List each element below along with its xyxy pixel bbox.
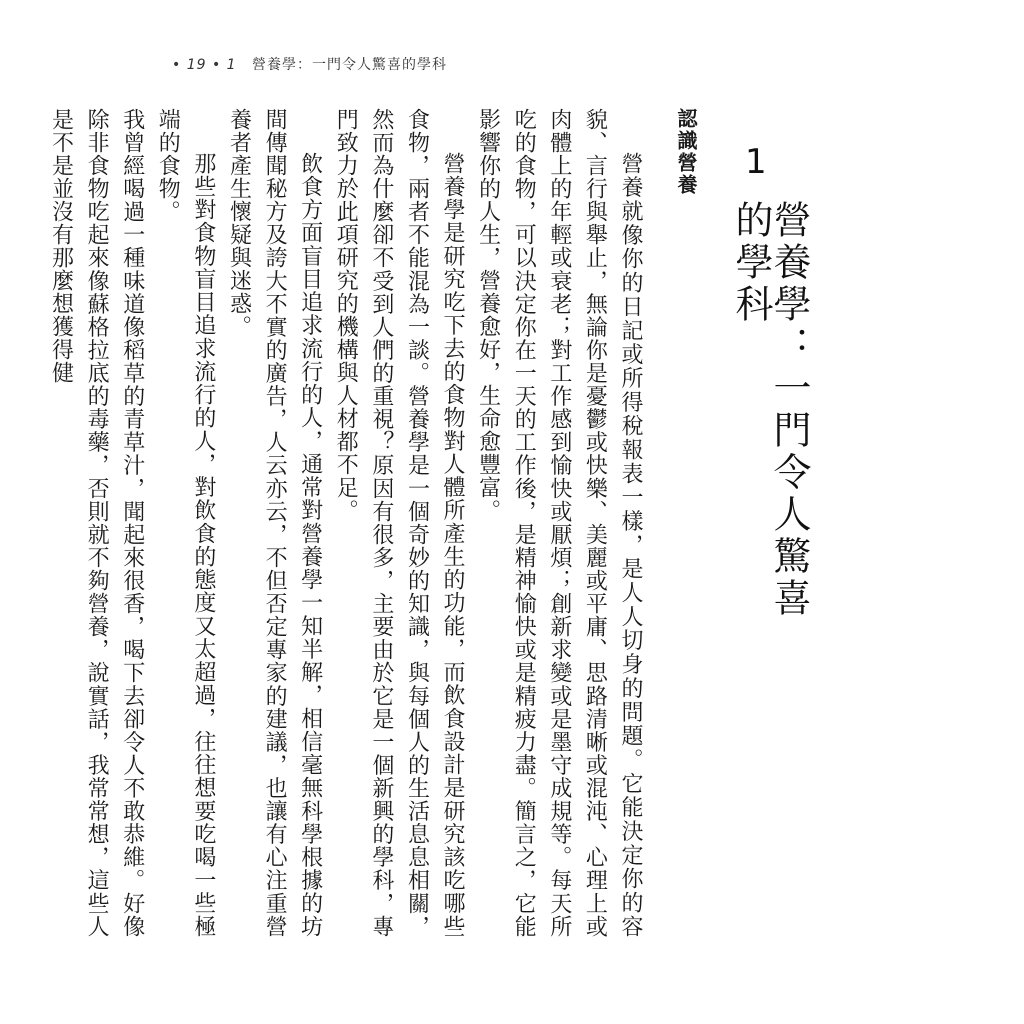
paragraph: 飲食方面盲目追求流行的人，通常對營養學一知半解，相信毫無科學根據的坊間傳聞秘方及誇大不實的廣告，人云亦云，不但否定專家的建議，也讓有心注重營養者產生懷疑與迷惑。 bbox=[226, 108, 323, 938]
page-number: • 19 • 1 bbox=[172, 57, 237, 73]
chapter-number: 1 bbox=[745, 142, 767, 182]
running-header bbox=[172, 54, 447, 74]
body-text bbox=[48, 108, 648, 938]
chapter-title: 營養學：一門令人驚喜的學科 bbox=[729, 200, 811, 620]
paragraph: 營養就像你的日記或所得稅報表一樣，是人人切身的問題。它能決定你的容貌、言行與舉止，無論你是憂鬱或快樂、美麗或平庸、思路清晰或混沌、心理上或肉體上的年輕或衰老；對工作感到愉快或厭煩；創新求變或是墨守成規等。每天所吃的食物，可以決定你在一天的工作後，是精神愉快或是精疲力盡。簡言之，它能影響你的人生，營養愈好，生命愈豐富。 bbox=[475, 108, 643, 938]
running-title: 營養學：一門令人驚喜的學科 bbox=[252, 57, 448, 73]
paragraph: 那些對食物盲目追求流行的人，對飲食的態度又太超過，往往想要吃喝一些極端的食物。 bbox=[155, 108, 216, 938]
paragraph: 我曾經喝過一種味道像稻草的青草汁，聞起來很香，喝下去卻令人不敢恭維。好像除非食物吃起來像蘇格拉底的毒藥，否則就不夠營養，說實話，我常常想，這些人是不是並沒有那麼想獲得健 bbox=[48, 108, 145, 938]
section-heading: 認識營養 bbox=[674, 108, 698, 196]
paragraph: 營養學是研究吃下去的食物對人體所產生的功能，而飲食設計是研究該吃哪些食物，兩者不能混為一談。營養學是一個奇妙的知識，與每個人的生活息息相關，然而為什麼卻不受到人們的重視？原因有很多，主要由於它是一個新興的學科，專門致力於此項研究的機構與人材都不足。 bbox=[333, 108, 466, 938]
